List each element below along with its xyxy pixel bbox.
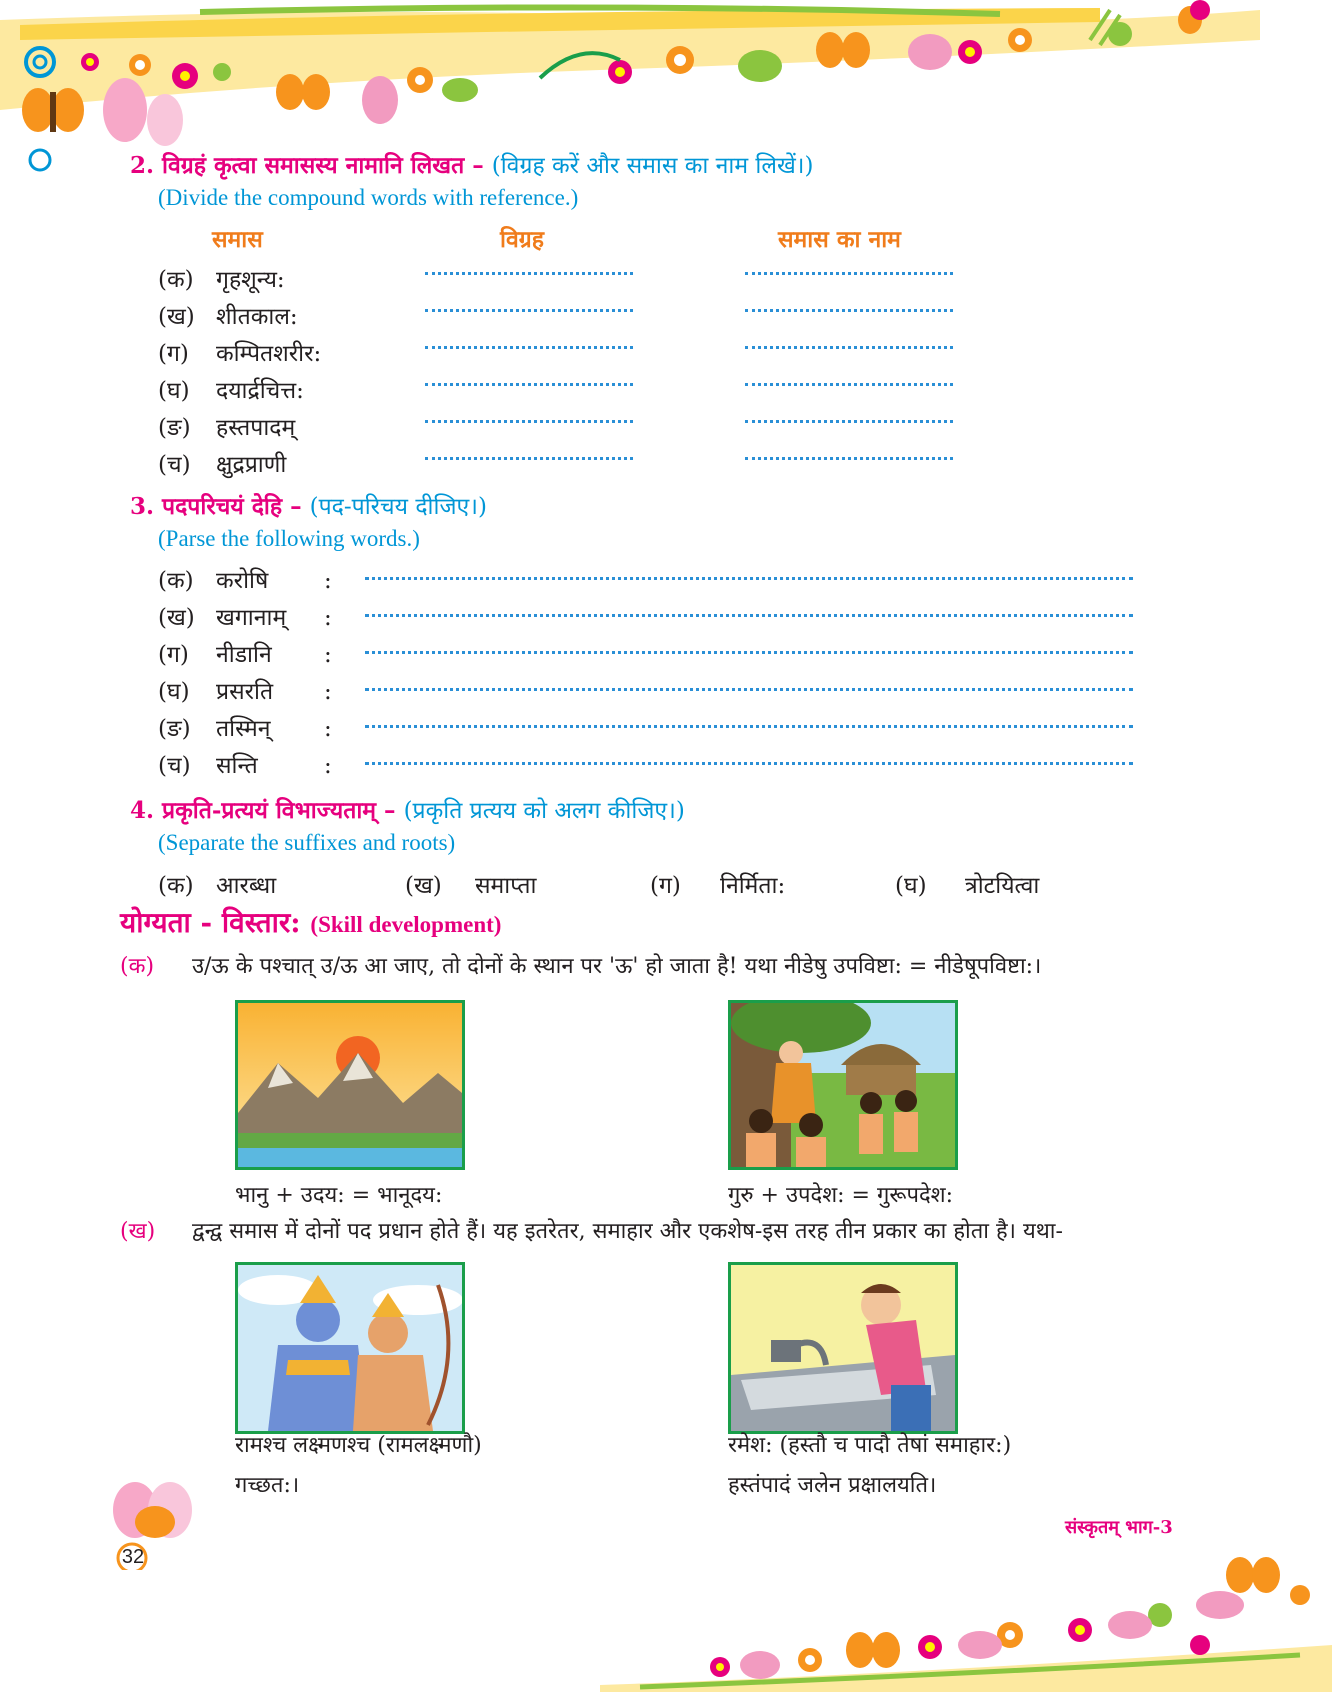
vigraha-answer-line[interactable]	[425, 309, 633, 312]
page-number-decoration	[100, 1480, 210, 1570]
caption-ramesh-1: रमेश: (हस्तौ च पादौ तेषां समाहार:)	[728, 1433, 1012, 1458]
skill-heading	[120, 903, 501, 941]
caption-rama-2: गच्छत:।	[235, 1473, 300, 1498]
q4-item: (क) आरब्धा	[158, 873, 277, 899]
rama-lakshmana-illustration	[235, 1262, 465, 1434]
q4-item: (घ) त्रोटयित्वा	[895, 873, 1040, 899]
q3-title: पदपरिचयं देहि –	[162, 493, 302, 520]
note-b	[120, 1215, 1063, 1245]
q3-row: (क) करोषि :	[158, 568, 332, 594]
q2-english: (Divide the compound words with reference.)	[158, 185, 579, 210]
q3-english: (Parse the following words.)	[158, 526, 420, 551]
caption-sunrise: भानु + उदय: = भानूदय:	[235, 1183, 443, 1208]
q2-col-vigraha: विग्रह	[500, 226, 544, 253]
q2-row: (घ) दयार्द्रचित्त:	[158, 378, 304, 404]
q4-english: (Separate the suffixes and roots)	[158, 830, 456, 855]
samas-name-answer-line[interactable]	[745, 457, 953, 460]
q2-title: विग्रहं कृत्वा समासस्य नामानि लिखत –	[162, 152, 484, 179]
q3-heading	[130, 489, 487, 521]
note-a-text: उ/ऊ के पश्चात् उ/ऊ आ जाए, तो दोनों के स्थान पर 'ऊ' हो जाता है! यथा नीडेषु उपविष्टा: = नीडेषूपविष्टा:।	[192, 954, 1042, 979]
parse-answer-line[interactable]	[365, 614, 1133, 617]
caption-rama-1: रामश्च लक्ष्मणश्च (रामलक्ष्मणौ)	[235, 1433, 482, 1458]
vigraha-answer-line[interactable]	[425, 457, 633, 460]
samas-name-answer-line[interactable]	[745, 346, 953, 349]
q2-row: (ग) कम्पितशरीर:	[158, 341, 322, 367]
q4-heading	[130, 793, 685, 825]
caption-guru: गुरु + उपदेश: = गुरूपदेश:	[728, 1183, 954, 1208]
vigraha-answer-line[interactable]	[425, 383, 633, 386]
q4-title: प्रकृति-प्रत्ययं विभाज्यताम् –	[162, 797, 396, 824]
q2-row: (क) गृहशून्य:	[158, 267, 285, 293]
q3-number: 3.	[130, 493, 155, 520]
vigraha-answer-line[interactable]	[425, 420, 633, 423]
q4-hint: (प्रकृति प्रत्यय को अलग कीजिए।)	[403, 798, 685, 824]
q4-number: 4.	[130, 797, 155, 824]
skill-english: (Skill development)	[310, 912, 502, 937]
q4-item: (ख) समाप्ता	[405, 873, 537, 899]
q3-row: (ङ) तस्मिन् :	[158, 716, 332, 742]
q2-row: (ख) शीतकाल:	[158, 304, 298, 330]
q3-row: (च) सन्ति :	[158, 753, 332, 779]
q2-col-samas: समास	[212, 226, 263, 253]
parse-answer-line[interactable]	[365, 688, 1133, 691]
samas-name-answer-line[interactable]	[745, 309, 953, 312]
q4-item: (ग) निर्मिता:	[650, 873, 786, 899]
vigraha-answer-line[interactable]	[425, 346, 633, 349]
q2-row: (च) क्षुद्रप्राणी	[158, 452, 287, 478]
note-b-mark: (ख)	[120, 1219, 156, 1244]
note-b-text: द्वन्द्व समास में दोनों पद प्रधान होते हैं। यह इतरेतर, समाहार और एकशेष-इस तरह तीन प्रकार का होता है। यथा-	[192, 1219, 1063, 1244]
parse-answer-line[interactable]	[365, 725, 1133, 728]
note-a-mark: (क)	[120, 954, 155, 979]
skill-title: योग्यता - विस्तार:	[120, 906, 301, 939]
parse-answer-line[interactable]	[365, 577, 1133, 580]
q3-row: (घ) प्रसरति :	[158, 679, 332, 705]
samas-name-answer-line[interactable]	[745, 383, 953, 386]
caption-ramesh-2: हस्तंपादं जलेन प्रक्षालयति।	[728, 1473, 937, 1498]
page-number: 32	[121, 1546, 145, 1568]
sunrise-illustration	[235, 1000, 465, 1170]
q3-hint: (पद-परिचय दीजिए।)	[309, 494, 487, 520]
bottom-decorative-banner	[600, 1555, 1332, 1692]
guru-teaching-illustration	[728, 1000, 958, 1170]
q2-row: (ङ) हस्तपादम्	[158, 415, 296, 441]
samas-name-answer-line[interactable]	[745, 420, 953, 423]
samas-name-answer-line[interactable]	[745, 272, 953, 275]
parse-answer-line[interactable]	[365, 651, 1133, 654]
q3-row: (ग) नीडानि :	[158, 642, 332, 668]
note-a	[120, 950, 1041, 980]
q2-heading	[130, 148, 814, 180]
vigraha-answer-line[interactable]	[425, 272, 633, 275]
q2-col-name: समास का नाम	[778, 226, 901, 253]
boy-washing-illustration	[728, 1262, 958, 1434]
parse-answer-line[interactable]	[365, 762, 1133, 765]
q2-number: 2.	[130, 152, 155, 179]
q3-row: (ख) खगानाम् :	[158, 605, 332, 631]
q2-hint: (विग्रह करें और समास का नाम लिखें।)	[491, 153, 814, 179]
book-title: संस्कृतम् भाग-3	[1065, 1517, 1173, 1538]
